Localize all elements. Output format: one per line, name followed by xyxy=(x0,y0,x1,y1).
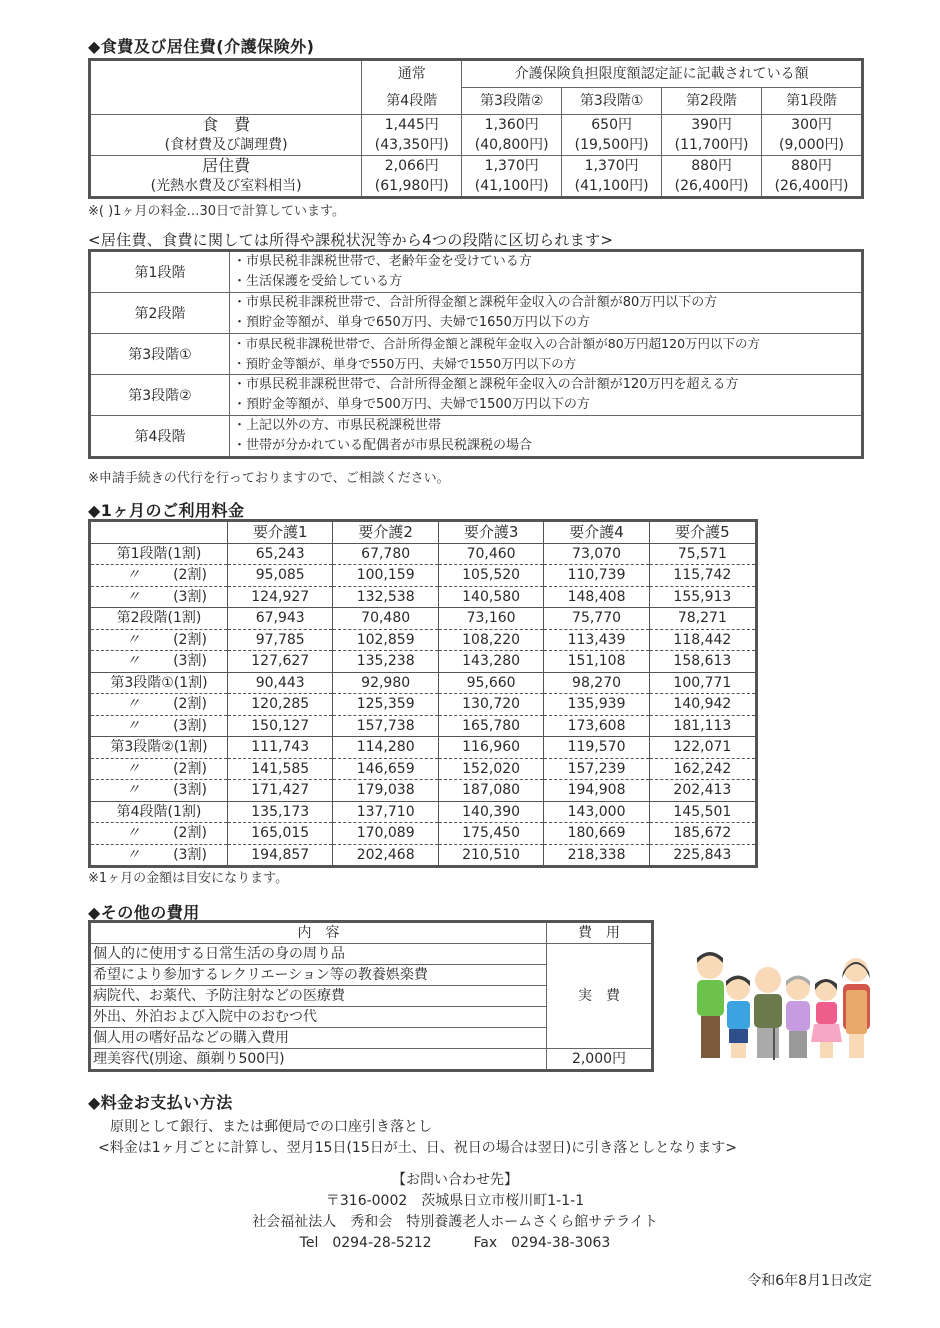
level-header: 第2段階 xyxy=(662,88,762,115)
monthly-fees-header xyxy=(90,521,757,544)
fee-value: 194,908 xyxy=(544,780,649,802)
fee-value: 150,127 xyxy=(228,715,333,737)
fee-value: 78,271 xyxy=(649,608,756,630)
levels-info-table xyxy=(88,249,864,459)
ditto-mark: 〃 xyxy=(126,696,141,713)
fee-value: 135,173 xyxy=(228,801,333,823)
fee-row-label xyxy=(90,737,228,759)
level-name: 第4段階 xyxy=(90,416,230,458)
fee-value: 179,038 xyxy=(333,780,438,802)
levels-info-note: ※申請手続きの代行を行っておりますので、ご相談ください。 xyxy=(88,471,450,486)
fee-value: 73,070 xyxy=(544,543,649,565)
fee-row xyxy=(90,823,757,845)
cost-item: 個人用の嗜好品などの購入費用 xyxy=(90,1028,547,1049)
fee-value: 70,460 xyxy=(438,543,543,565)
ratio-label: (3割) xyxy=(173,782,207,799)
fee-value: 100,159 xyxy=(333,565,438,587)
fee-value: 125,359 xyxy=(333,694,438,716)
fee-value: 102,859 xyxy=(333,629,438,651)
ratio-label: (3割) xyxy=(173,588,207,605)
ratio-label: (3割) xyxy=(173,653,207,670)
certificate-label: 介護保険負担限度額認定証に記載されている額 xyxy=(462,60,863,88)
fee-value: 145,501 xyxy=(649,801,756,823)
level-description: ・市県民税非課税世帯で、合計所得金額と課税年金収入の合計額が120万円を超える方 ・預貯金等額が、単身で500万円、夫婦で1500万円以下の方 xyxy=(230,375,863,416)
fee-row-label xyxy=(90,672,228,694)
cost-cell: 1,370円 (41,100円) xyxy=(562,155,662,197)
ratio-label: (3割) xyxy=(173,846,207,863)
fee-value: 143,000 xyxy=(544,801,649,823)
level-row xyxy=(90,251,863,293)
fee-row xyxy=(90,543,757,565)
fee-row-label xyxy=(90,780,228,802)
fee-row-label xyxy=(90,694,228,716)
column-header: 要介護5 xyxy=(649,521,756,544)
level-header: 第3段階② xyxy=(462,88,562,115)
fee-value: 143,280 xyxy=(438,651,543,673)
fee-value: 73,160 xyxy=(438,608,543,630)
ratio-label: (2割) xyxy=(173,696,207,713)
row-label xyxy=(90,155,362,197)
fee-row xyxy=(90,608,757,630)
fee-value: 130,720 xyxy=(438,694,543,716)
fee-row-label xyxy=(90,715,228,737)
level-ratio-label: 第2段階(1割) xyxy=(116,610,202,627)
fee-value: 95,660 xyxy=(438,672,543,694)
level-description: ・市県民税非課税世帯で、合計所得金額と課税年金収入の合計額が80万円以下の方 ・預貯金等額が、単身で650万円、夫婦で1650万円以下の方 xyxy=(230,293,863,334)
fee-value: 165,780 xyxy=(438,715,543,737)
fee-value: 110,739 xyxy=(544,565,649,587)
other-costs-table xyxy=(88,920,654,1072)
actual-cost-cell: 実 費 xyxy=(547,944,653,1049)
fee-row xyxy=(90,565,757,587)
level-row xyxy=(90,334,863,375)
level-name: 第2段階 xyxy=(90,293,230,334)
fee-value: 137,710 xyxy=(333,801,438,823)
fee-value: 105,520 xyxy=(438,565,543,587)
fee-value: 151,108 xyxy=(544,651,649,673)
other-costs-header xyxy=(90,922,653,944)
other-costs-title: ◆その他の費用 xyxy=(88,903,200,922)
contact-organization: 社会福祉法人 秀和会 特別養護老人ホームさくら館サテライト xyxy=(252,1214,658,1230)
fee-value: 75,571 xyxy=(649,543,756,565)
normal-label: 通常 xyxy=(362,60,462,88)
fee-value: 141,585 xyxy=(228,758,333,780)
fee-value: 187,080 xyxy=(438,780,543,802)
fee-row-label xyxy=(90,651,228,673)
fee-row xyxy=(90,629,757,651)
level-ratio-label: 第3段階②(1割) xyxy=(110,739,208,756)
fee-value: 165,015 xyxy=(228,823,333,845)
level-row xyxy=(90,416,863,458)
fee-value: 100,771 xyxy=(649,672,756,694)
fee-row-label xyxy=(90,629,228,651)
ditto-mark: 〃 xyxy=(126,588,141,605)
fee-value: 225,843 xyxy=(649,844,756,867)
fee-row xyxy=(90,694,757,716)
cost-cell: 1,445円 (43,350円) xyxy=(362,114,462,155)
level-description: ・市県民税非課税世帯で、合計所得金額と課税年金収入の合計額が80万円超120万円以下の方 ・預貯金等額が、単身で550万円、夫婦で1550万円以下の方 xyxy=(230,334,863,375)
row-sub: (食材費及び調理費) xyxy=(164,136,288,153)
fee-row xyxy=(90,672,757,694)
payment-line-1: 原則として銀行、または郵便局での口座引き落とし xyxy=(110,1119,432,1135)
levels-info-title: <居住費、食費に関しては所得や課税状況等から4つの段階に区切られます> xyxy=(88,231,614,249)
level-ratio-label: 第3段階①(1割) xyxy=(110,674,208,691)
fee-row-label xyxy=(90,823,228,845)
fee-value: 118,442 xyxy=(649,629,756,651)
fee-value: 108,220 xyxy=(438,629,543,651)
fee-value: 170,089 xyxy=(333,823,438,845)
fee-row-label xyxy=(90,565,228,587)
level-ratio-label: 第1段階(1割) xyxy=(116,545,202,562)
ditto-mark: 〃 xyxy=(126,825,141,842)
level-name: 第3段階② xyxy=(90,375,230,416)
contact-title: 【お問い合わせ先】 xyxy=(392,1172,518,1188)
fee-row xyxy=(90,780,757,802)
fee-value: 157,738 xyxy=(333,715,438,737)
level-ratio-label: 第4段階(1割) xyxy=(116,803,202,820)
cost-item: 希望により参加するレクリエーション等の教養娯楽費 xyxy=(90,965,547,986)
fee-value: 116,960 xyxy=(438,737,543,759)
other-cost-row xyxy=(90,944,653,965)
level-name: 第1段階 xyxy=(90,251,230,293)
fee-row-label xyxy=(90,543,228,565)
level-name: 第3段階① xyxy=(90,334,230,375)
barber-row xyxy=(90,1049,653,1071)
fee-value: 173,608 xyxy=(544,715,649,737)
contact-address: 〒316-0002 茨城県日立市桜川町1-1-1 xyxy=(325,1193,585,1209)
barber-item: 理美容代(別途、顔剃り500円) xyxy=(90,1049,547,1071)
father-figure xyxy=(697,952,724,1058)
level-description: ・上記以外の方、市県民税課税世帯 ・世帯が分かれている配偶者が市県民税課税の場合 xyxy=(230,416,863,458)
fee-value: 148,408 xyxy=(544,586,649,608)
ditto-mark: 〃 xyxy=(126,782,141,799)
ditto-mark: 〃 xyxy=(126,846,141,863)
food-housing-table xyxy=(88,58,864,199)
fee-value: 152,020 xyxy=(438,758,543,780)
fee-value: 180,669 xyxy=(544,823,649,845)
fee-row-label xyxy=(90,801,228,823)
fee-value: 124,927 xyxy=(228,586,333,608)
fee-value: 115,742 xyxy=(649,565,756,587)
level-row xyxy=(90,375,863,416)
fee-row xyxy=(90,715,757,737)
fee-value: 218,338 xyxy=(544,844,649,867)
contact-phones: Tel 0294-28-5212 Fax 0294-38-3063 xyxy=(299,1235,611,1251)
fee-row-label xyxy=(90,608,228,630)
ratio-label: (2割) xyxy=(173,825,207,842)
monthly-fees-note: ※1ヶ月の金額は目安になります。 xyxy=(88,871,289,886)
fee-value: 135,939 xyxy=(544,694,649,716)
ditto-mark: 〃 xyxy=(126,653,141,670)
fee-row-label xyxy=(90,844,228,867)
cost-cell: 1,360円 (40,800円) xyxy=(462,114,562,155)
revision-date: 令和6年8月1日改定 xyxy=(747,1273,872,1289)
fee-value: 140,580 xyxy=(438,586,543,608)
level-header: 第3段階① xyxy=(562,88,662,115)
fee-row xyxy=(90,801,757,823)
column-header: 要介護4 xyxy=(544,521,649,544)
level-row xyxy=(90,293,863,334)
ratio-label: (2割) xyxy=(173,760,207,777)
column-header: 要介護2 xyxy=(333,521,438,544)
monthly-fees-title: ◆1ヶ月のご利用料金 xyxy=(88,501,245,520)
column-header: 要介護1 xyxy=(228,521,333,544)
fee-value: 202,468 xyxy=(333,844,438,867)
row-name: 食 費 xyxy=(202,114,251,134)
girl-figure xyxy=(811,979,842,1058)
fee-value: 127,627 xyxy=(228,651,333,673)
fee-value: 67,943 xyxy=(228,608,333,630)
fee-row-label xyxy=(90,586,228,608)
fee-row xyxy=(90,586,757,608)
cost-cell: 390円 (11,700円) xyxy=(662,114,762,155)
row-name: 居住費 xyxy=(202,155,251,175)
cost-cell: 880円 (26,400円) xyxy=(662,155,762,197)
fee-value: 97,785 xyxy=(228,629,333,651)
food-housing-title: ◆食費及び居住費(介護保険外) xyxy=(88,37,315,56)
housing-cost-row xyxy=(90,155,863,197)
fee-value: 98,270 xyxy=(544,672,649,694)
fee-value: 90,443 xyxy=(228,672,333,694)
cost-cell: 2,066円 (61,980円) xyxy=(362,155,462,197)
fee-row xyxy=(90,651,757,673)
fee-value: 92,980 xyxy=(333,672,438,694)
fee-value: 122,071 xyxy=(649,737,756,759)
mother-figure xyxy=(842,958,870,1058)
column-header: 要介護3 xyxy=(438,521,543,544)
fee-value: 67,780 xyxy=(333,543,438,565)
payment-line-2: <料金は1ヶ月ごとに計算し、翌月15日(15日が土、日、祝日の場合は翌日)に引き落としとなります> xyxy=(98,1140,737,1156)
family-illustration-icon xyxy=(680,948,885,1066)
cost-cell: 650円 (19,500円) xyxy=(562,114,662,155)
fee-value: 158,613 xyxy=(649,651,756,673)
ratio-label: (2割) xyxy=(173,567,207,584)
fee-row xyxy=(90,737,757,759)
fee-value: 75,770 xyxy=(544,608,649,630)
fee-value: 171,427 xyxy=(228,780,333,802)
fee-value: 120,285 xyxy=(228,694,333,716)
fee-value: 155,913 xyxy=(649,586,756,608)
cost-header: 費 用 xyxy=(547,922,653,944)
payment-title: ◆料金お支払い方法 xyxy=(88,1093,233,1112)
ditto-mark: 〃 xyxy=(126,717,141,734)
fee-value: 70,480 xyxy=(333,608,438,630)
fee-value: 185,672 xyxy=(649,823,756,845)
ditto-mark: 〃 xyxy=(126,631,141,648)
fee-value: 95,085 xyxy=(228,565,333,587)
ratio-label: (2割) xyxy=(173,631,207,648)
level-header: 第1段階 xyxy=(762,88,863,115)
fee-value: 140,390 xyxy=(438,801,543,823)
fee-value: 113,439 xyxy=(544,629,649,651)
fee-value: 119,570 xyxy=(544,737,649,759)
fee-value: 132,538 xyxy=(333,586,438,608)
level-header: 第4段階 xyxy=(362,88,462,115)
ditto-mark: 〃 xyxy=(126,760,141,777)
cost-item: 個人的に使用する日常生活の身の周り品 xyxy=(90,944,547,965)
fee-value: 162,242 xyxy=(649,758,756,780)
cost-item: 病院代、お薬代、予防注射などの医療費 xyxy=(90,986,547,1007)
fee-value: 114,280 xyxy=(333,737,438,759)
header-row-1 xyxy=(90,60,863,88)
content-header: 内 容 xyxy=(90,922,547,944)
fee-value: 135,238 xyxy=(333,651,438,673)
barber-cost: 2,000円 xyxy=(547,1049,653,1071)
empty-corner-cell xyxy=(90,60,362,115)
cost-cell: 1,370円 (41,100円) xyxy=(462,155,562,197)
monthly-fees-table xyxy=(88,519,758,868)
boy-figure xyxy=(726,976,750,1059)
grandfather-figure xyxy=(754,967,782,1060)
fee-value: 146,659 xyxy=(333,758,438,780)
fee-value: 140,942 xyxy=(649,694,756,716)
fee-value: 181,113 xyxy=(649,715,756,737)
fee-value: 175,450 xyxy=(438,823,543,845)
row-label xyxy=(90,114,362,155)
fee-value: 210,510 xyxy=(438,844,543,867)
cost-item: 外出、外泊および入院中のおむつ代 xyxy=(90,1007,547,1028)
fee-value: 202,413 xyxy=(649,780,756,802)
ratio-label: (3割) xyxy=(173,717,207,734)
grandmother-figure xyxy=(786,976,810,1059)
empty-corner-cell xyxy=(90,521,228,544)
fee-value: 194,857 xyxy=(228,844,333,867)
food-cost-row xyxy=(90,114,863,155)
fee-row xyxy=(90,758,757,780)
level-description: ・市県民税非課税世帯で、老齢年金を受けている方 ・生活保護を受給している方 xyxy=(230,251,863,293)
cost-cell: 300円 (9,000円) xyxy=(762,114,863,155)
fee-row-label xyxy=(90,758,228,780)
fee-row xyxy=(90,844,757,867)
food-housing-note: ※( )1ヶ月の料金…30日で計算しています。 xyxy=(88,204,345,219)
cost-cell: 880円 (26,400円) xyxy=(762,155,863,197)
fee-value: 111,743 xyxy=(228,737,333,759)
fee-value: 65,243 xyxy=(228,543,333,565)
ditto-mark: 〃 xyxy=(126,567,141,584)
fee-value: 157,239 xyxy=(544,758,649,780)
row-sub: (光熱水費及び室料相当) xyxy=(150,177,302,194)
